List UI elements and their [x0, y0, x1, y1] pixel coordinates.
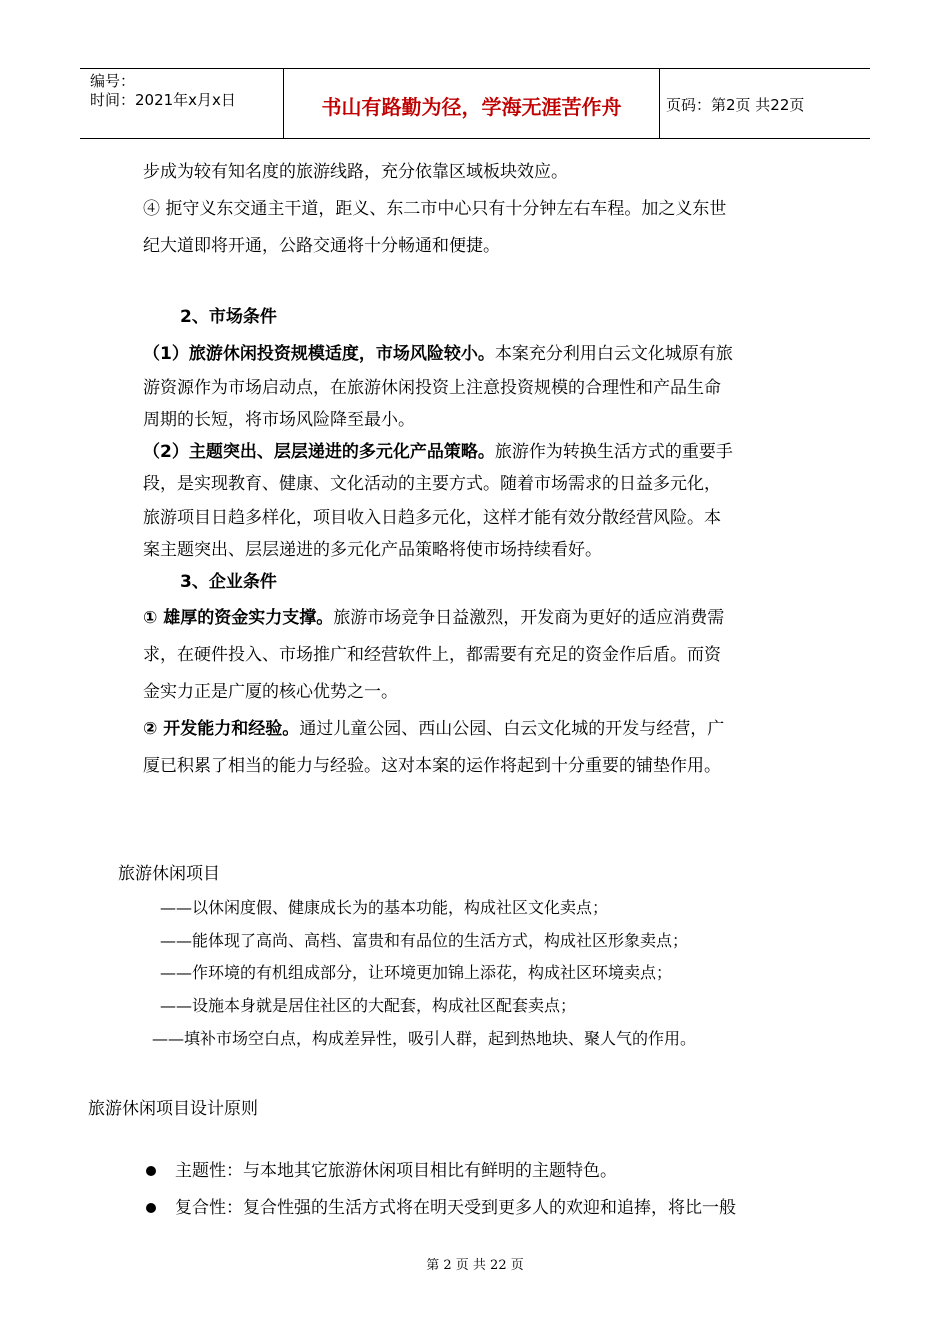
point4-line2: 纪大道即将开通，公路交通将十分畅通和便捷。: [143, 236, 500, 256]
s3-item1-rest: 旅游市场竞争日益激烈，开发商为更好的适应消费需: [333, 608, 725, 628]
s3-item2-rest: 通过儿童公园、西山公园、白云文化城的开发与经营，广: [299, 719, 725, 739]
s2-item2-line1: [143, 440, 733, 464]
intro-line: 步成为较有知名度的旅游线路，充分依靠区域板块效应。: [143, 162, 568, 182]
s2-item1-bold: （1）旅游休闲投资规模适度，市场风险较小。: [143, 344, 495, 364]
dash-item: ——以休闲度假、健康成长为的基本功能，构成社区文化卖点；: [160, 898, 609, 917]
bullet-dot: [146, 1203, 156, 1213]
page-header: [80, 68, 870, 139]
dash-item: ——填补市场空白点，构成差异性，吸引人群，起到热地块、聚人气的作用。: [152, 1029, 697, 1048]
s2-item1-rest: 本案充分利用白云文化城原有旅: [494, 344, 733, 364]
s3-item1-line2: 求，在硬件投入、市场推广和经营软件上，都需要有充足的资金作后盾。而资: [143, 645, 721, 665]
header-motto-cell: [284, 69, 660, 138]
page-footer: 第 2 页 共 22 页: [426, 1258, 524, 1273]
motto: 书山有路勤为径，学海无涯苦作舟: [321, 95, 622, 119]
dash-item: ——作环境的有机组成部分，让环境更加锦上添花，构成社区环境卖点；: [160, 963, 673, 982]
time-label: 时间：2021年x月x日: [90, 91, 236, 109]
section3-title: 3、企业条件: [180, 572, 277, 592]
principles-title: 旅游休闲项目设计原则: [88, 1099, 258, 1119]
point4-line1: ④ 扼守义东交通主干道，距义、东二市中心只有十分钟左右车程。加之义东世: [143, 199, 727, 219]
serial-label: 编号：: [90, 72, 136, 90]
s3-item2-line2: 厦已积累了相当的能力与经验。这对本案的运作将起到十分重要的铺垫作用。: [143, 756, 721, 776]
header-page-cell: [660, 69, 870, 138]
s3-item1-line3: 金实力正是广厦的核心优势之一。: [143, 682, 398, 702]
bullet-item-1: 主题性：与本地其它旅游休闲项目相比有鲜明的主题特色。: [175, 1161, 617, 1181]
dash-item: ——设施本身就是居住社区的大配套，构成社区配套卖点；: [160, 996, 577, 1015]
dash-item: ——能体现了高尚、高档、富贵和有品位的生活方式，构成社区形象卖点；: [160, 931, 689, 950]
section2-title: 2、市场条件: [180, 307, 277, 327]
s3-item1-line1: [143, 606, 724, 630]
s2-item1-line3: 周期的长短，将市场风险降至最小。: [143, 410, 415, 430]
bullet-dot: [146, 1166, 156, 1176]
s3-item2-bold: ② 开发能力和经验。: [143, 719, 300, 739]
s2-item2-line3: 旅游项目日趋多样化，项目收入日趋多元化，这样才能有效分散经营风险。本: [143, 508, 721, 528]
header-info-cell: [80, 69, 284, 138]
s2-item2-bold: （2）主题突出、层层递进的多元化产品策略。: [143, 442, 495, 462]
s2-item1-line1: [143, 342, 733, 366]
s2-item2-line2: 段，是实现教育、健康、文化活动的主要方式。随着市场需求的日益多元化，: [143, 474, 721, 494]
bullet-item-2: 复合性：复合性强的生活方式将在明天受到更多人的欢迎和追捧，将比一般: [175, 1198, 736, 1218]
s3-item1-bold: ① 雄厚的资金实力支撑。: [143, 608, 334, 628]
s2-item2-rest: 旅游作为转换生活方式的重要手: [494, 442, 733, 462]
s2-item2-line4: 案主题突出、层层递进的多元化产品策略将使市场持续看好。: [143, 540, 602, 560]
project-title: 旅游休闲项目: [118, 864, 220, 884]
s2-item1-line2: 游资源作为市场启动点，在旅游休闲投资上注意投资规模的合理性和产品生命: [143, 378, 721, 398]
s3-item2-line1: [143, 717, 724, 741]
page-code: 页码：第2页 共22页: [666, 96, 805, 114]
